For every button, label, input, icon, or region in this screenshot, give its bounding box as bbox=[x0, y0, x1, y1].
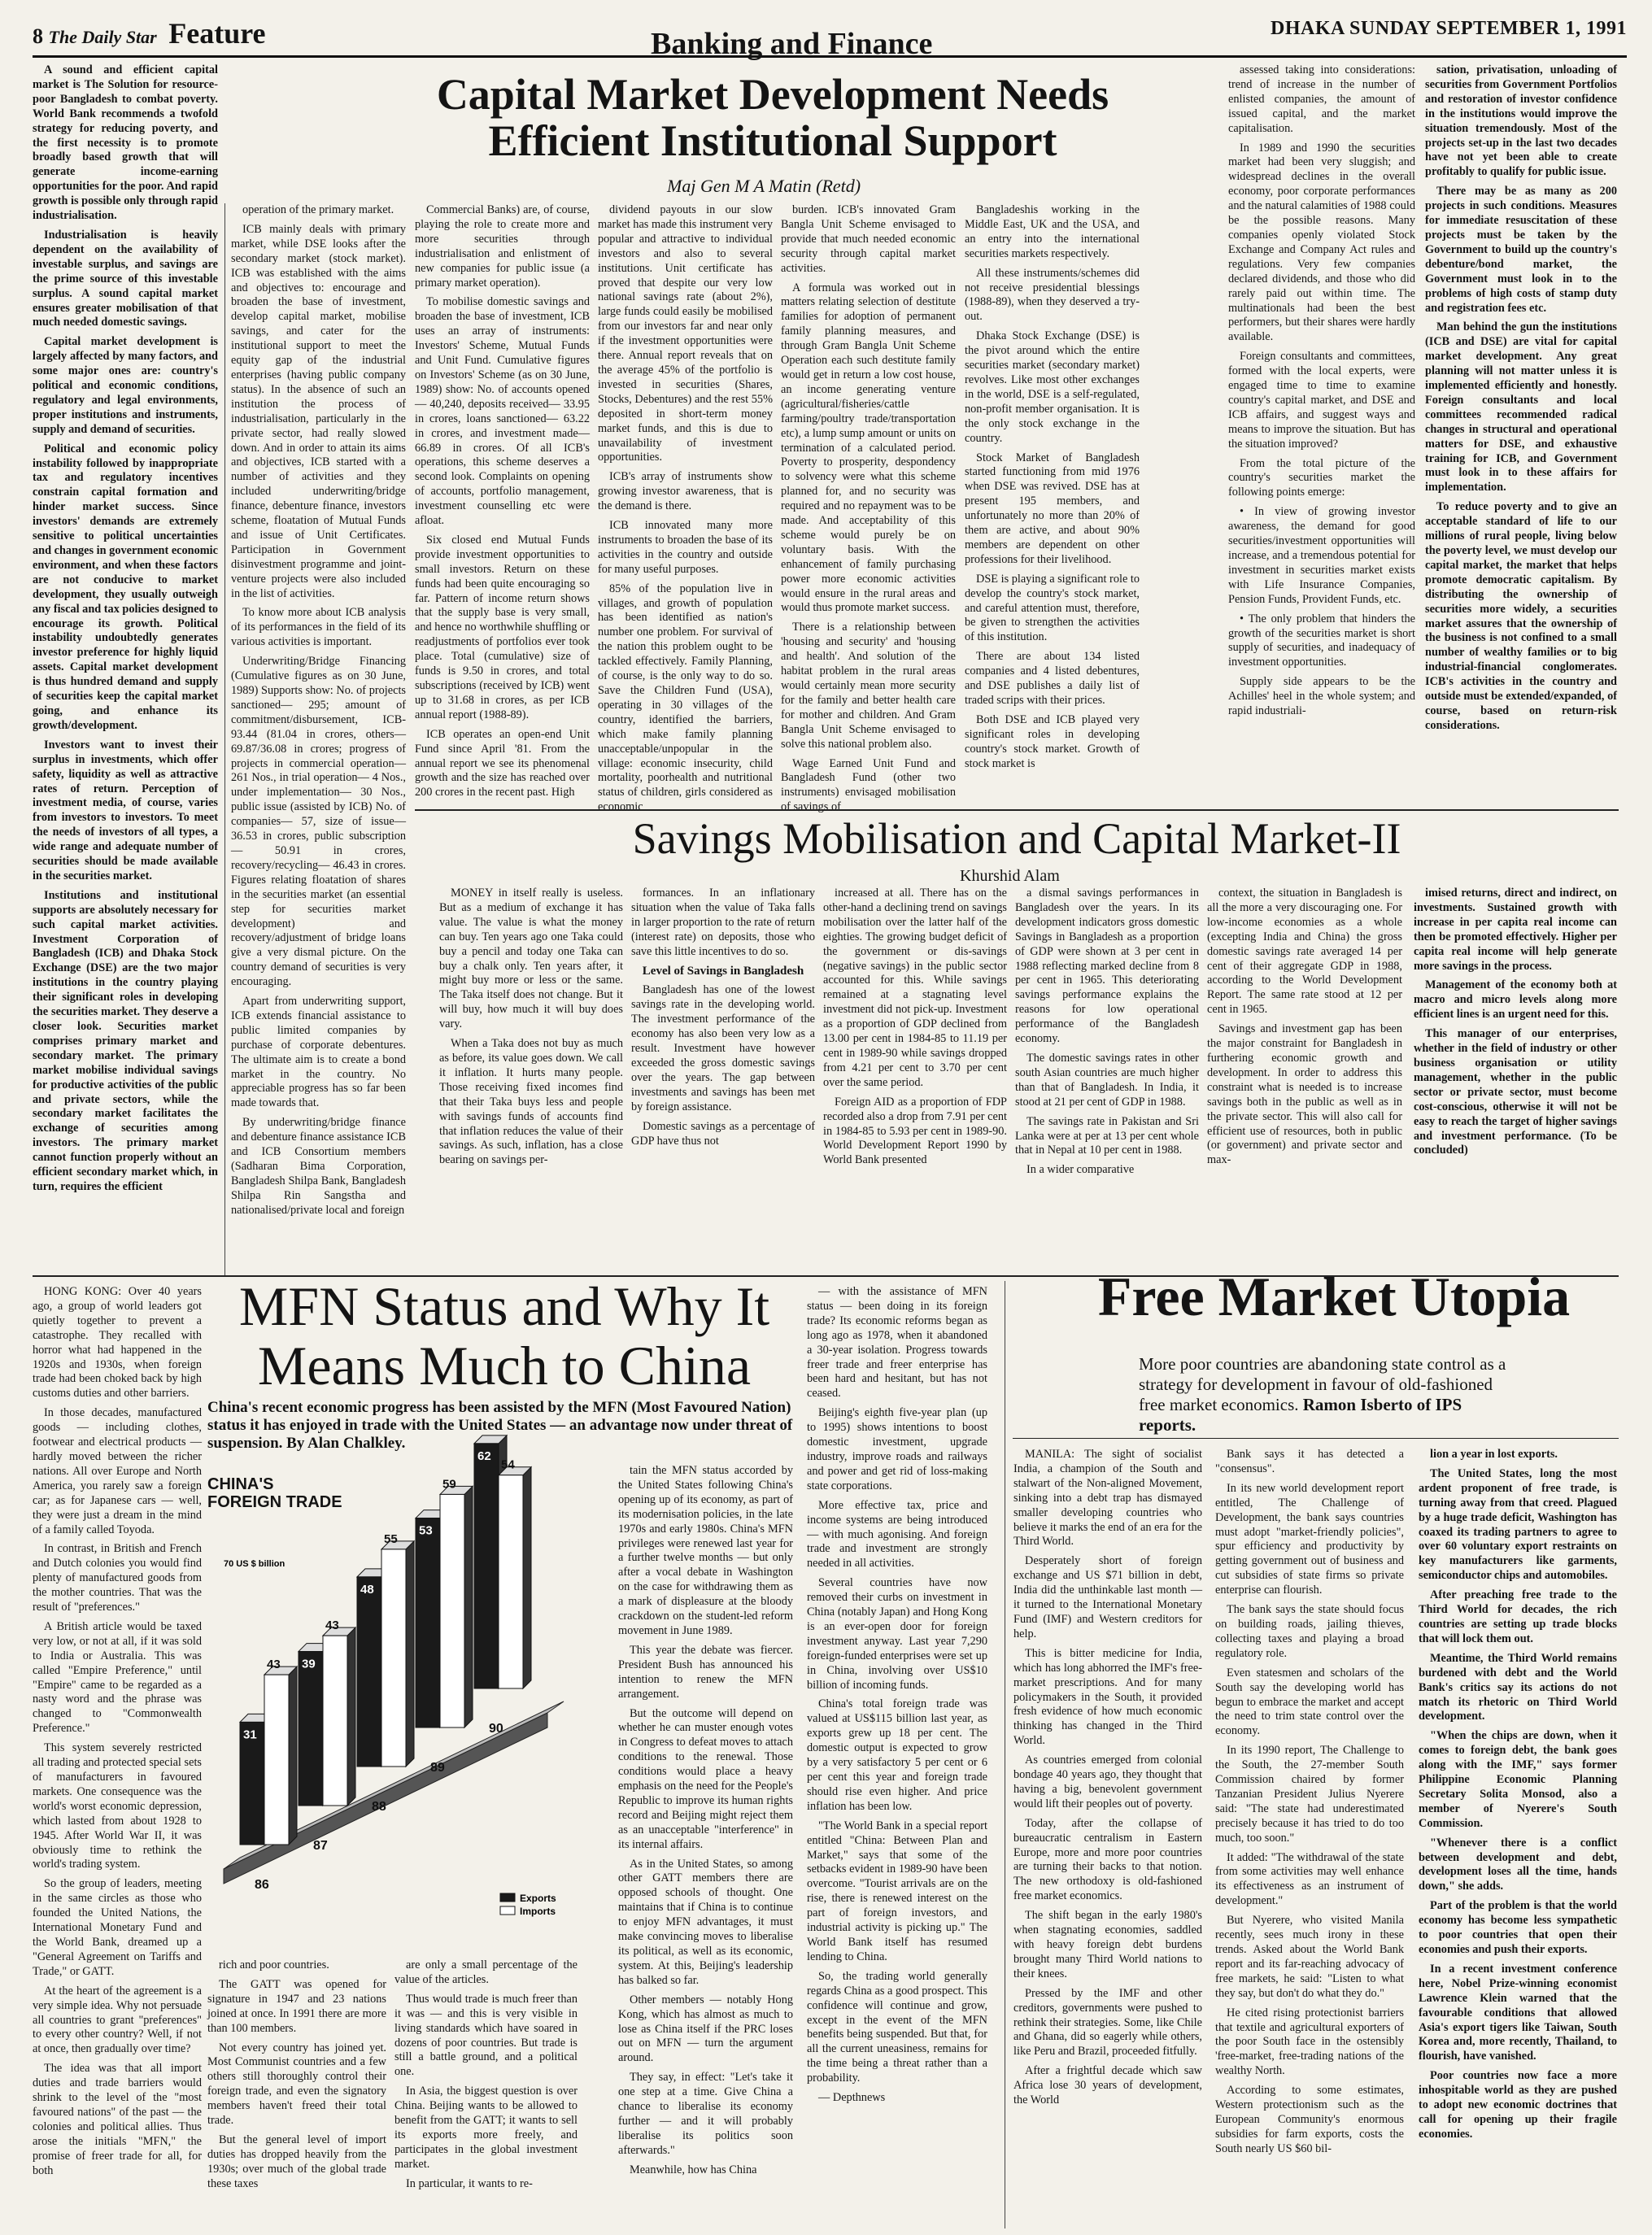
paragraph: The United States, long the most ardent proponent of free trade, is turning away from that creed. Plagued by a huge trade deficit, Washington has coaxed its trading partners to agree to over 60 voluntary export restraints on key manufacturers like garments, semiconductor chips and automobiles. bbox=[1419, 1466, 1617, 1583]
paragraph: "When the chips are down, when it comes to foreign debt, the bank goes along with the IMF," says former Philippine Economic Planning Secretary Solita Monsod, also a member of Nyerere's South Commission. bbox=[1419, 1729, 1617, 1830]
article3-col2 bbox=[207, 1958, 386, 2227]
chart-bar-exports bbox=[474, 1444, 499, 1688]
chart-bar-imports-side bbox=[289, 1666, 297, 1845]
paragraph: In its new world development report entitled, The Challenge of Development, the bank says countries must adopt "market-friendly policies", spur efficiency and productivity by getting government out of business and cut subsidies of state firms so private enterprise can flourish. bbox=[1215, 1481, 1404, 1597]
chart-bar-exports bbox=[416, 1518, 440, 1727]
paragraph: In those decades, manufactured goods — including clothes, footwear and electrical products — hardly moved between the richer nations. All over Europe and North America, you rarely saw a foreign car; as for Japanese cars — well, they were just a dream in the mind of a family called Toyoda. bbox=[33, 1406, 202, 1536]
dateline: DHAKA SUNDAY SEPTEMBER 1, 1991 bbox=[1271, 18, 1627, 39]
paragraph: In a wider comparative bbox=[1027, 1163, 1135, 1177]
paragraph: To mobilise domestic savings and broaden the base of investment, ICB uses an array of instruments: Investors' Scheme, Mutual Funds and Unit Fund. Cumulative figures on Investors' Scheme (as on 30 June, 1989) show: No. of accounts opened— 40,240, deposits received— 33.95 in crores, loans sanctioned— 63.22 in crores, and investment made— 66.89 in crores. Of all ICB's operations, this scheme deserves a second look. Complaints on opening of accounts, portfolio management, investment counselling etc were afloat. bbox=[415, 295, 590, 528]
article1-col4 bbox=[598, 203, 773, 814]
paragraph: context, the situation in Bangladesh is all the more a very discouraging one. For low-income economies as a whole (excepting India and China) the gross domestic savings rate averaged 14 per cent of their aggregate GDP in 1988, according to the World Development Report. The same rate stood at 12 per cent in 1965. bbox=[1207, 887, 1402, 1017]
paragraph: — with the assistance of MFN status — been doing in its foreign trade? Its economic reforms began as long ago as 1978, when it abandoned a 30-year isolation. Progress towards freer trade and freer enterprise has been hard and hesitant, but has not ceased. bbox=[807, 1285, 987, 1401]
paragraph: Foreign consultants and committees, formed with the local experts, were engaged time to time to examine country's capital market, and DSE and ICB affairs, and suggest ways and means to improve the situation. But has the situation improved? bbox=[1228, 350, 1415, 451]
paragraph: lion a year in lost exports. bbox=[1430, 1448, 1558, 1461]
paragraph: Savings and investment gap has been the major constraint for Bangladesh in furthering economic growth and development. In order to address this constraint what is needed is to increase savings both in the public as well as in the private sector. This will also call for efficient use of resources, both in public (or government) and private sector and max- bbox=[1207, 1022, 1402, 1167]
article1-col1 bbox=[33, 63, 218, 1275]
paragraph: Investors want to invest their surplus in investments, which offer safety, liquidity as well as attractive rates of return. Perception of investment media, of course, varies from investors to investors. To meet the needs of investors of all types, a wide range and adequate number of securities should be made available in the securities market. bbox=[33, 738, 218, 882]
paragraph: increased at all. There has on the other-hand a declining trend on savings mobilisation over the latter half of the eighties. The growing budget deficit of the government or dis-savings (negative savings) in the public sector accounted for this. While savings remained at a stagnating level investment did not pick-up. Investment as a proportion of GDP declined from 13.00 per cent in 1984-85 to 11.19 per cent in 1989-90 while savings dropped from 4.21 per cent to 3.70 per cent over the same period. bbox=[823, 887, 1007, 1089]
article1-col8 bbox=[1425, 63, 1617, 805]
chart-bar-imports-side bbox=[464, 1486, 473, 1727]
chart-category-label: 86 bbox=[255, 1878, 269, 1892]
paragraph: A sound and efficient capital market is The Solution for resource-poor Bangladesh to combat poverty. World Bank recommends a twofold strategy for reducing poverty, and the first necessity is to promote broadly based growth that will generate income-earning opportunities for the poor. And rapid growth is possible only through rapid industrialisation. bbox=[33, 63, 218, 223]
chart-bar-exports bbox=[299, 1652, 323, 1806]
paragraph: formances. In an inflationary situation when the value of Taka falls in larger proportion to the rate of return (interest rate) on deposits, those who save this little incentives to do so. bbox=[631, 887, 815, 958]
chart-value-label: 53 bbox=[419, 1523, 433, 1538]
paragraph: Several countries have now removed their curbs on investment in China (notably Japan) and Hong Kong is an ever-open door for foreign investment anyway. Last year 7,290 foreign-funded enterprises were set up in China, involving over US$10 billion of incoming funds. bbox=[807, 1576, 987, 1692]
paragraph: Man behind the gun the institutions (ICB and DSE) are vital for capital market development. Any great planning will not matter unless it is implemented efficiently and honestly. Foreign consultants and local committees recommended radical changes in structural and operational matters for DSE, and exhaustive training for ICB, and Government must look in to these affairs for implementation. bbox=[1425, 320, 1617, 494]
paragraph: Supply side appears to be the Achilles' heel in the whole system; and rapid industriali- bbox=[1228, 675, 1415, 718]
paragraph: After preaching free trade to the Third World for decades, the rich countries are setting up trade blocks that will lock them out. bbox=[1419, 1588, 1617, 1645]
paragraph: "Whenever there is a conflict between development and debt, development loses all the time, hands down," she adds. bbox=[1419, 1836, 1617, 1893]
paragraph: Foreign AID as a proportion of FDP recorded also a drop from 7.91 per cent in 1984-85 to 5.93 per cent in 1989-90. World Development Report 1990 by World Bank presented bbox=[823, 1095, 1007, 1167]
paragraph: MONEY in itself really is useless. But as a medium of exchange it has value. The value is what the money can buy. Ten years ago one Taka could buy a pencil and today one Taka can buy a chalk only. Ten years after, it might buy more or less or the same. The Taka itself does not change. But it will buy, how much it will buy does vary. bbox=[439, 887, 623, 1031]
paragraph: So the group of leaders, meeting in the same circles as those who founded the United Nations, the International Monetary Fund and the World Bank, dreamed up a "General Agreement on Tariffs and Trade," or GATT. bbox=[33, 1877, 202, 1978]
paragraph: Industrialisation is heavily dependent on the availability of investable surplus, and savings are the prime source of this investable surplus. A sound capital market ensures greater mobilisation of that much needed domestic savings. bbox=[33, 228, 218, 329]
chart-value-label: 43 bbox=[267, 1658, 281, 1672]
paragraph: In contrast, in British and French and Dutch colonies you would find plenty of manufactured goods from the mother countries. That was the result of "preferences." bbox=[33, 1542, 202, 1614]
paragraph: rich and poor countries. bbox=[219, 1958, 329, 1971]
page-masthead bbox=[33, 8, 1627, 61]
article4-headline: Free Market Utopia bbox=[1097, 1266, 1571, 1327]
article3-col1 bbox=[33, 1285, 202, 2228]
chart-category-label: 90 bbox=[489, 1722, 503, 1736]
paper-name: The Daily Star bbox=[48, 27, 157, 47]
paragraph: Underwriting/Bridge Financing (Cumulative figures as on 30 June, 1989) Supports show: No. of projects sanctioned— 295; amount of commitment/disbursement, ICB-93.44 (81.04 in crores, others— 69.87/36.08 in crores; progress of projects in commercial operation— 261 Nos., in trial operation— 4 Nos., under implementation— 30 Nos., public issue (assisted by ICB) No. of companies— 57, size of issue— 36.53 in crores, public subscription— 50.91 in crores, recovery/recycling— 46.43 in crores. Figures relating floatation of shares in the securities market (an essential step for securities market development) and recovery/adjustment of bridge loans give a very dismal picture. On the country demand of securities is very encouraging. bbox=[231, 655, 406, 989]
paragraph: Bank says it has detected a "consensus". bbox=[1215, 1448, 1404, 1475]
chart-title-line2: FOREIGN TRADE bbox=[207, 1493, 342, 1511]
chart-value-label: 59 bbox=[442, 1477, 456, 1492]
paragraph: assessed taking into considerations: trend of increase in the number of enlisted companies, the amount of issued capital, and the market capitalisation. bbox=[1228, 63, 1415, 135]
article3-deck: China's recent economic progress has been assisted by the MFN (Most Favoured Nation) status it has enjoyed in trade with the United States — an advantage now under threat of suspension. By Alan Chalkley. bbox=[207, 1399, 793, 1452]
paragraph: Meanwhile, how has China bbox=[630, 2163, 757, 2176]
paragraph: Commercial Banks) are, of course, playing the role to create more and more securities through industrialisation and enlistment of new companies for public issue (a primary market operation). bbox=[415, 203, 590, 290]
paragraph: Thus would trade is much freer than it was — and this is very visible in living standards which have soared in dozens of poor countries. But trade is still a battle ground, and a political one. bbox=[394, 1992, 578, 2079]
paragraph: Institutions and institutional supports are absolutely necessary for such capital market activities. Investment Corporation of Bangladesh (ICB) and Dhaka Stock Exchange (DSE) are the two major institutions in the country playing their significant roles in developing the securities market. They deserve a closer look. Securities market comprises primary market and secondary market. The primary market mobilise individual savings for productive activities of the public and private sectors, while the secondary market facilitates the exchange of securities among investors. The primary market cannot function properly without an efficient secondary market which, in turn, requires the efficient bbox=[33, 888, 218, 1193]
article1-col7 bbox=[1228, 63, 1415, 805]
article4-col3 bbox=[1419, 1448, 1617, 2228]
legend-label-imports: Imports bbox=[520, 1906, 556, 1917]
masthead-rule bbox=[33, 55, 1627, 58]
paragraph: imised returns, direct and indirect, on investments. Sustained growth with increase in per capita real income can then be promoted effectively. Higher per capita real income will help generate more savings in the process. bbox=[1414, 887, 1617, 973]
legend-swatch-imports bbox=[500, 1906, 515, 1915]
paragraph: But Nyerere, who visited Manila recently, sees much irony in these trends. Asked about the World Bank report and its far-reaching advocacy of free markets, he said: "Listen to what they say, but don't do what they do." bbox=[1215, 1914, 1404, 2000]
paragraph: Both DSE and ICB played very significant roles in developing country's stock market. Growth of stock market is bbox=[965, 712, 1140, 770]
chart-ylabel: 70 US $ billion bbox=[224, 1559, 286, 1569]
paragraph: Pressed by the IMF and other creditors, governments were pushed to rethink their strategies. Some, like Chile and Ghana, did so eagerly while others, like Peru and Brazil, proceeded fitfully. bbox=[1013, 1986, 1202, 2059]
paragraph: operation of the primary market. bbox=[242, 203, 394, 216]
paragraph: A British article would be taxed very low, or not at all, if it was sold to India or Australia. This was called "Empire Preference," until "Empire" came to be regarded as a nasty word and the phrase was changed to "Commonwealth Preference." bbox=[33, 1619, 202, 1736]
paragraph: This system severely restricted all trading and protected special sets of manufacturers in favoured markets. One consequence was the world's worst economic depression, which lasted from about 1928 to 1945. After World War II, it was obviously time to rethink the world's trading system. bbox=[33, 1741, 202, 1871]
paragraph: This year the debate was fiercer. President Bush has announced his intention to renew the MFN arrangement. bbox=[618, 1643, 793, 1701]
paragraph: China's total foreign trade was valued at US$115 billion last year, as exports grew up 18 per cent. The domestic output is expected to grow by a very satisfactory 5 per cent or 6 per cent this year and foreign trade should rise even higher. And price inflation has been low. bbox=[807, 1697, 987, 1813]
chart-bar-imports-side bbox=[523, 1467, 531, 1688]
paragraph: Capital market development is largely affected by many factors, and some major ones are: country's political and economic conditions, regulatory and legal environments, proper institutions and instruments, supply and demand of securities. bbox=[33, 335, 218, 436]
article2-top-rule bbox=[415, 809, 1619, 811]
paragraph: Domestic savings as a percentage of GDP have thus not bbox=[631, 1119, 815, 1148]
paragraph: Beijing's eighth five-year plan (up to 1995) shows intentions to boost domestic investment, upgrade industry, improve roads and railways and power and get rid of loss-making state corporations. bbox=[807, 1406, 987, 1492]
article2-col2-bottom bbox=[631, 983, 815, 1148]
masthead-left bbox=[33, 16, 266, 50]
paragraph: To know more about ICB analysis of its performances in the field of its various activities is important. bbox=[231, 606, 406, 649]
article4-deck-rule bbox=[1013, 1438, 1619, 1439]
paragraph: At the heart of the agreement is a very simple idea. Why not persuade all countries to grant "preferences" to every other country? Well, if not at once, then gradually over time? bbox=[33, 1984, 202, 2056]
chart-value-label: 54 bbox=[501, 1457, 515, 1472]
paragraph: MANILA: The sight of socialist India, a champion of the South and stalwart of the Non-aligned Movement, sinking into a debt trap has dismayed smaller developing countries who believe it marks the end of an era for the Third World. bbox=[1013, 1448, 1202, 1549]
paragraph: The GATT was opened for signature in 1947 and 23 nations joined at once. In 1991 there are more than 100 members. bbox=[207, 1977, 386, 2035]
paragraph: Apart from underwriting support, ICB extends financial assistance to public limited companies by purchase of corporate debentures. The ultimate aim is to create a bond market in the country. No appreciable progress has so far been made towards that. bbox=[231, 995, 406, 1110]
paragraph: sation, privatisation, unloading of securities from Government Portfolios and restoration of investor confidence in the institutions would improve the situation tremendously. Most of the projects set-up in the last two decades have not yet been able to create profitably to qualify for public issue. bbox=[1425, 63, 1617, 179]
paragraph: ICB innovated many more instruments to broaden the base of its activities in the country and outside for many useful purposes. bbox=[598, 519, 773, 576]
paragraph: HONG KONG: Over 40 years ago, a group of world leaders got quietly together to prevent a catastrophe. They recalled with horror what had happened in the 1920s and 1930s, when foreign trade had been choked back by high customs duties and other barriers. bbox=[33, 1285, 202, 1401]
paragraph: All these instruments/schemes did not receive presidential blessings (1988-89), when they deserved a try-out. bbox=[965, 266, 1140, 324]
legend-label-exports: Exports bbox=[520, 1893, 556, 1904]
paragraph: Poor countries now face a more inhospitable world as they are pushed to adopt new economic doctrines that call for opening up their fragile economies. bbox=[1419, 2069, 1617, 2141]
paragraph: In 1989 and 1990 the securities market had been very sluggish; and widespread declines in the overall economy, poor corporate performances and the natural calamities of 1988 could be the possible reasons. Many companies openly violated Stock Exchange and Company Act rules and regulations. Very few companies declared dividends, and those who did rarely paid out within time. The multinationals had been the best performers, but their shares were hardly available. bbox=[1228, 141, 1415, 344]
paragraph: The bank says the state should focus on building roads, jailing thieves, collecting taxes and playing a broad regulatory role. bbox=[1215, 1603, 1404, 1660]
article2-col5 bbox=[1207, 887, 1402, 1269]
paragraph: They say, in effect: "Let's take it one step at a time. Give China a chance to liberalise its economy further — and it will probably liberalise its politics soon afterwards." bbox=[618, 2071, 793, 2157]
paragraph: Six closed end Mutual Funds provide investment opportunities to small investors. Return on these funds had been quite encouraging so far. Pattern of income return shows that the supply base is very small, and hence no worthwhile shuffling or readjustments of portfolios ever took place. Total (cumulative) size of funds is 9.50 in crores, and total subscriptions (received by ICB) went up to 31.68 in crores, as per ICB annual report (1988-89). bbox=[415, 533, 590, 721]
paragraph: After a frightful decade which saw Africa lose 30 years of development, the World bbox=[1013, 2064, 1202, 2107]
column-rule bbox=[224, 203, 225, 1275]
paragraph: In its 1990 report, The Challenge to the South, the 27-member South Commission chaired by former Tanzanian President Julius Nyerere said: "The state had underestimated precisely because it has tried to do too much, too soon." bbox=[1215, 1744, 1404, 1845]
china-trade-chart bbox=[199, 1449, 606, 1950]
paragraph: But the general level of import duties has dropped heavily from the 1930s; over much of the global trade these taxes bbox=[207, 2133, 386, 2190]
legend-swatch-exports bbox=[500, 1893, 515, 1902]
chart-value-label: 48 bbox=[360, 1582, 374, 1597]
paragraph: There are about 134 listed companies and 4 listed debentures, and DSE publishes a daily list of traded scrips with their prices. bbox=[965, 650, 1140, 707]
paragraph: Desperately short of foreign exchange and US $71 billion in debt, India did the unthinkable last month — it turned to the International Monetary Fund (IMF) and Western creditors for help. bbox=[1013, 1554, 1202, 1640]
paragraph: So, the trading world generally regards China as a good prospect. This confidence will continue and grow, except in the event of the MFN benefits being suspended. But that, for all the current uneasiness, remains for the time being a threat rather than a probability. bbox=[807, 1969, 987, 2085]
chart-category-label: 89 bbox=[430, 1761, 445, 1775]
article2-col6 bbox=[1414, 887, 1617, 1269]
paragraph: Bangladeshis working in the Middle East, UK and the USA, and an entry into the international securities markets respectively. bbox=[965, 203, 1140, 260]
article3-headline-line2: Means Much to China bbox=[257, 1335, 752, 1397]
paragraph: "The World Bank in a special report entitled "China: Between Plan and Market," says that some of the setbacks evident in 1989-90 have been overcome. "Tourist arrivals are on the rise, there is renewed interest on the part of foreign investors, and industrial activity is picking up." The World Bank itself has resumed lending to China. bbox=[807, 1819, 987, 1963]
article1-headline-line1: Capital Market Development Needs bbox=[436, 70, 1109, 119]
paragraph: ICB's array of instruments show growing investor awareness, that is the demand is there. bbox=[598, 470, 773, 513]
paragraph: are only a small percentage of the value of the articles. bbox=[394, 1958, 578, 1986]
article2-col1 bbox=[439, 887, 623, 1269]
article3-col5 bbox=[807, 1285, 987, 2228]
chart-value-label: 31 bbox=[243, 1727, 257, 1742]
chart-category-label: 88 bbox=[372, 1800, 386, 1814]
article1-col5 bbox=[781, 203, 956, 814]
article4-col2 bbox=[1215, 1448, 1404, 2228]
paragraph: Meantime, the Third World remains burdened with debt and the World Bank's critics say its actions do not match its rhetoric on Third World development. bbox=[1419, 1651, 1617, 1723]
article3-col4 bbox=[618, 1464, 793, 2228]
paragraph: By underwriting/bridge finance and debenture finance assistance ICB and ICB Consortium members (Sadharan Bima Corporation, Bangladesh Shilpa Bank, Bangladesh Shilpa Rin Sangstha and nationalised/private local and foreign bbox=[231, 1116, 406, 1217]
paragraph: DSE is playing a significant role to develop the country's stock market, and careful attention must, therefore, be given to strengthen the activities of this institution. bbox=[965, 572, 1140, 644]
paragraph: 85% of the population live in villages, and growth of population has been identified as nation's number one problem. For survival of the nation this problem ought to be tackled effectively. Family Planning, of course, is the only way to do so. Save the Children Fund (USA), operating in 30 villages of the country, identified the barriers, which make family planning unacceptable/unpopular in the village: economic insecurity, child mortality, poorhealth and nutritional status of children, girls considered as economic bbox=[598, 582, 773, 814]
chart-bar-imports bbox=[440, 1494, 464, 1727]
chart-value-label: 43 bbox=[325, 1619, 339, 1633]
article1-byline: Maj Gen M A Matin (Retd) bbox=[667, 176, 861, 196]
paragraph: Dhaka Stock Exchange (DSE) is the pivot around which the entire securities market (secondary market) revolves. Like most other exchanges in the world, DSE is a self-regulated, non-profit member organisation. It is the only stock exchange in the country. bbox=[965, 329, 1140, 445]
chart-bar-imports bbox=[381, 1549, 406, 1767]
paragraph: As countries emerged from colonial bondage 40 years ago, they thought that having a big, benevolent government would lift their peoples out of poverty. bbox=[1013, 1754, 1202, 1810]
article2-col2 bbox=[631, 887, 815, 1269]
article1-col6 bbox=[965, 203, 1140, 805]
article2-subhead: Level of Savings in Bangladesh bbox=[642, 964, 804, 978]
paragraph: Even statesmen and scholars of the South say the developing world has begun to embrace the market and accept the need to trim state control over the economy. bbox=[1215, 1666, 1404, 1738]
article2-col2-top bbox=[631, 887, 815, 960]
paragraph: Not every country has joined yet. Most Communist countries and a few others still thoroughly control their foreign trade, and even the signatory members haven't freed their total trade. bbox=[207, 2041, 386, 2128]
article2-byline: Khurshid Alam bbox=[960, 867, 1060, 885]
paragraph: Wage Earned Unit Fund and Bangladesh Fund (other two instruments) envisaged mobilisation of savings of bbox=[781, 756, 956, 814]
page-number: 8 bbox=[33, 24, 43, 48]
chart-bar-imports bbox=[499, 1475, 523, 1688]
article3-col3 bbox=[394, 1958, 578, 2227]
paragraph: It added: "The withdrawal of the state from some activities may well enhance its effectiveness as an instrument of development." bbox=[1215, 1850, 1404, 1908]
paragraph: Bangladesh has one of the lowest savings rate in the developing world. The investment performance of the economy has also been very low as a result. Investment have however exceeded the gross domestic savings over the years. The gap between investments and savings has been met by foreign assistance. bbox=[631, 983, 815, 1113]
paragraph: Part of the problem is that the world economy has become less sympathetic to poor countries that open their economies and push their exports. bbox=[1419, 1899, 1617, 1956]
article1-col2 bbox=[231, 203, 406, 1275]
article3-headline bbox=[220, 1277, 789, 1396]
paragraph: When a Taka does not buy as much as before, its value goes down. We call it inflation. It hurts many people. Those receiving fixed incomes find that their Taka buys less and people with savings funds of accounts find that inflation reduces the value of their savings. As such, inflation, has a close bearing on savings per- bbox=[439, 1037, 623, 1167]
article1-col3 bbox=[415, 203, 590, 805]
article2-col4 bbox=[1015, 887, 1199, 1269]
article4-col1 bbox=[1013, 1448, 1202, 2228]
chart-category-label: 87 bbox=[313, 1839, 328, 1853]
paragraph: More effective tax, price and income systems are being introduced — with much agonising. And foreign trade and investment are strongly needed in all activities. bbox=[807, 1498, 987, 1571]
chart-value-label: 55 bbox=[384, 1531, 398, 1546]
article2-headline: Savings Mobilisation and Capital Market-II bbox=[632, 814, 1401, 863]
paragraph: According to some estimates, Western protectionism such as the European Community's enormous subsidies for farm exports, costs the South nearly US $60 bil- bbox=[1215, 2084, 1404, 2155]
paragraph: In Asia, the biggest question is over China. Beijing wants to be allowed to benefit from the GATT; it wants to sell its exports more freely, and participates in the global investment market. bbox=[394, 2085, 578, 2171]
paragraph: There may be as many as 200 projects in such conditions. Measures for immediate resuscitation of these projects must be taken by the Government to build up the country's debenture/bond market, the Government must look in to the problems of high costs of stamp duty and registration fees etc. bbox=[1425, 185, 1617, 315]
paragraph: Other members — notably Hong Kong, which has almost as much to lose as China itself if the PRC loses out on MFN — turn the argument around. bbox=[618, 1993, 793, 2065]
article1-headline bbox=[333, 72, 1212, 163]
paragraph: dividend payouts in our slow market has made this instrument very popular and attractive to individual investors and also to several institutions. Unit certificate has proved that despite our very low national savings rate (about 2%), large funds could easily be mobilised from our investors far and near only if the investment opportunities were there. Annual report reveals that on the average 45% of the portfolio is invested in securities (Shares, Stocks, Debentures) and the rest 55% deposited in short-term money market funds, and this is due to unavailability of investment opportunities. bbox=[598, 203, 773, 464]
paragraph: — Depthnews bbox=[818, 2091, 886, 2105]
paragraph: There is a relationship between 'housing and security' and 'housing and health'. And solution of the habitat problem in the rural areas would certainly mean more security for the family and better health care for mother and children. And Gram Bangla Unit Scheme envisaged to solve this national problem also. bbox=[781, 621, 956, 751]
paragraph: A formula was worked out in matters relating selection of destitute families for adoption of permanent family planning measures, and through Gram Bangla Unit Scheme Operation each such destitute family would get in return a low cost house, an income generating venture (agricultural/fisheries/cattle farming/poultry trade/transportation etc), a lump sump amount or units on termination of a calculated period. Poverty to prosperity, despondency to solvency were what this scheme planned for, and no security was required and no repayment was to be made. And acceptability of this scheme would purely be on voluntary basis. With the enhancement of family purchasing power more economic activities would ensure in the rural areas and would thus promote market success. bbox=[781, 281, 956, 615]
paragraph: Stock Market of Bangladesh started functioning from mid 1976 when DSE was revived. DSE has at present 195 members, and unfortunately no more than 20% of them are active, and about 90% members are dependent on other professions for their livelihood. bbox=[965, 451, 1140, 566]
paragraph: Management of the economy both at macro and micro levels along more efficient lines is an urgent need for this. bbox=[1414, 978, 1617, 1022]
paragraph: In a recent investment conference here, Nobel Prize-winning economist Lawrence Klein warned that the favourable conditions that allowed Asia's export tigers like Taiwan, South Korea and, more recently, Thailand, to flourish, have vanished. bbox=[1419, 1962, 1617, 2063]
chart-title-line1: CHINA'S bbox=[207, 1475, 274, 1493]
chart-bar-imports bbox=[323, 1636, 347, 1806]
chart-bar-imports bbox=[264, 1675, 289, 1845]
paragraph: The domestic savings rates in other south Asian countries are much higher than that of Bangladesh. In India, it stood at 21 per cent of GDP in 1988. bbox=[1015, 1051, 1199, 1109]
paragraph: The idea was that all import duties and trade barriers would shrink to the level of the "most favoured nations" of the past — the colonies and political allies. Thus arose the initials "MFN," the promise of freer trade for all, for both bbox=[33, 2062, 202, 2177]
paragraph: ICB mainly deals with primary market, while DSE looks after the secondary market (stock market). ICB was established with the aims and objectives to: encourage and broaden the base of investment, develop capital market, mobilise savings, and cater for the institutional support to meet the equity gap of the industrial enterprises (having public company status). In the absence of such an institution the process of industrialisation, particularly in the private sector, had really slowed down. And in order to attain its aims and objectives, ICB started with a number of activities and they included underwriting/bridge finance, debenture finance, investors scheme, floatation of Mutual Funds and issue of Unit Certificates. Participation in Government disinvestment programme and joint-venture projects were also included in the list of activities. bbox=[231, 222, 406, 600]
paragraph: a dismal savings performances in Bangladesh over the years. In its development indicators gross domestic Savings in Bangladesh as a proportion of GDP were shown at 3 per cent in 1988 reflecting marked decline from 8 per cent in 1965. This deteriorating savings performance explains the reasons for low operational performance of the Bangladesh economy. bbox=[1015, 887, 1199, 1046]
chart-value-label: 62 bbox=[477, 1449, 491, 1463]
article4-deck-author: Ramon Isberto of IPS reports. bbox=[1139, 1395, 1462, 1435]
paragraph: But the outcome will depend on whether he can muster enough votes in Congress to defeat moves to attach conditions to the renewal. Those conditions would place a heavy emphasis on the need for the People's Republic to improve its human rights record and Beijing might reject them as an unacceptable "interference" in its internal affairs. bbox=[618, 1706, 793, 1851]
chart-bar-exports bbox=[357, 1577, 381, 1767]
paragraph: ICB operates an open-end Unit Fund since April '81. From the annual report we see its phenomenal growth and the size has reached over 200 crores in the recent past. High bbox=[415, 727, 590, 799]
section-name: Feature bbox=[168, 17, 266, 50]
paragraph: This is bitter medicine for India, which has long abhorred the IMF's free-market prescriptions. And for many policymakers in the South, it provided fresh evidence of how much economic thinking has changed in the Third World. bbox=[1013, 1646, 1202, 1748]
chart-svg bbox=[199, 1449, 606, 1950]
article2-col3 bbox=[823, 887, 1007, 1269]
paragraph: • The only problem that hinders the growth of the securities market is short supply of securities, and inadequacy of investment opportunities. bbox=[1228, 612, 1415, 669]
paragraph: burden. ICB's innovated Gram Bangla Unit Scheme envisaged to provide that much needed economic security through capital market activities. bbox=[781, 203, 956, 275]
paragraph: Political and economic policy instability followed by inappropriate tax and regulatory incentives constrain capital formation and hinder market success. Since investors' demands are extremely sensitive to political uncertainties and changes in government economic environment, and when these factors are not conducive to market development, they usually outweigh any fiscal and tax policies designed to encourage its growth. Political instability undoubtedly generates investor preference for highly liquid assets. Capital market development is thus hundred demand and supply of securities keep the capital market going, and enhance its growth/development. bbox=[33, 442, 218, 732]
chart-bar-imports-side bbox=[347, 1627, 355, 1806]
paragraph: From the total picture of the country's securities market the following points emerge: bbox=[1228, 456, 1415, 499]
paragraph: In particular, it wants to re- bbox=[406, 2176, 533, 2190]
paragraph: The shift began in the early 1980's when stagnating economies, saddled with heavy foreign debt burdens brought many Third World nations to their knees. bbox=[1013, 1909, 1202, 1980]
paragraph: • In view of growing investor awareness, the demand for good securities/investment opportunities will increase, and a tremendous potential for investment in securities market exists with Life Insurance Companies, Pension Funds, Provident Funds, etc. bbox=[1228, 505, 1415, 606]
section-title: Banking and Finance bbox=[651, 27, 933, 61]
paragraph: To reduce poverty and to give an acceptable standard of life to our millions of rural people, living below the poverty level, we must develop our capital market, the market that helps promote democratic capitalism. By distributing the ownership of securities more widely, a securities market assures that the ownership of the business is not confined to a small number of wealthy families or to big industrial-financial conglomerates. ICB's activities in the country and outside must be extended/expanded, of course, based on return-risk considerations. bbox=[1425, 500, 1617, 732]
paragraph: The savings rate in Pakistan and Sri Lanka were at per at 13 per cent whole that in Nepal at 10 per cent in 1988. bbox=[1015, 1114, 1199, 1157]
chart-bar-imports-side bbox=[406, 1541, 414, 1767]
paragraph: He cited rising protectionist barriers that textile and agricultural exporters of the poor South face in the ostensibly 'free-market, free-trading nations of the wealthy North. bbox=[1215, 2006, 1404, 2078]
paragraph: tain the MFN status accorded by the United States following China's opening up of its economy, as part of its modernisation policies, in the late 1970s and early 1980s. China's MFN privileges were renewed last year for a further twelve months — but only after a vocal debate in Washington on the case for withdrawing them as a mark of displeasure at the bloody crackdown on the student-led reform movement in June 1989. bbox=[618, 1464, 793, 1637]
chart-value-label: 39 bbox=[302, 1657, 316, 1671]
paragraph: This manager of our enterprises, whether in the field of industry or other business organisation or utility management, whether in the public sector or private sector, must become cost-conscious, otherwise it will not be easy to reach the target of higher savings and investment performance. (To be concluded) bbox=[1414, 1027, 1617, 1157]
article1-headline-line2: Efficient Institutional Support bbox=[488, 115, 1057, 165]
article4-deck-text: More poor countries are abandoning state control as a strategy for development in favour of old-fashioned free market economics. bbox=[1139, 1354, 1506, 1414]
article4-deck bbox=[1139, 1354, 1521, 1436]
article3-headline-line1: MFN Status and Why It bbox=[238, 1275, 770, 1337]
paragraph: Today, after the collapse of bureaucratic centralism in Eastern Europe, more and more poor countries are turning their backs to that notion. The new orthodoxy is old-fashioned free market economics. bbox=[1013, 1816, 1202, 1903]
paragraph: As in the United States, so among other GATT members there are opposed schools of thought. One maintains that if China is to continue to enjoy MFN advantages, it must make convincing moves to liberalise its political, as well as its economic, system. At this, Beijing's leadership has balked so far. bbox=[618, 1857, 793, 1987]
